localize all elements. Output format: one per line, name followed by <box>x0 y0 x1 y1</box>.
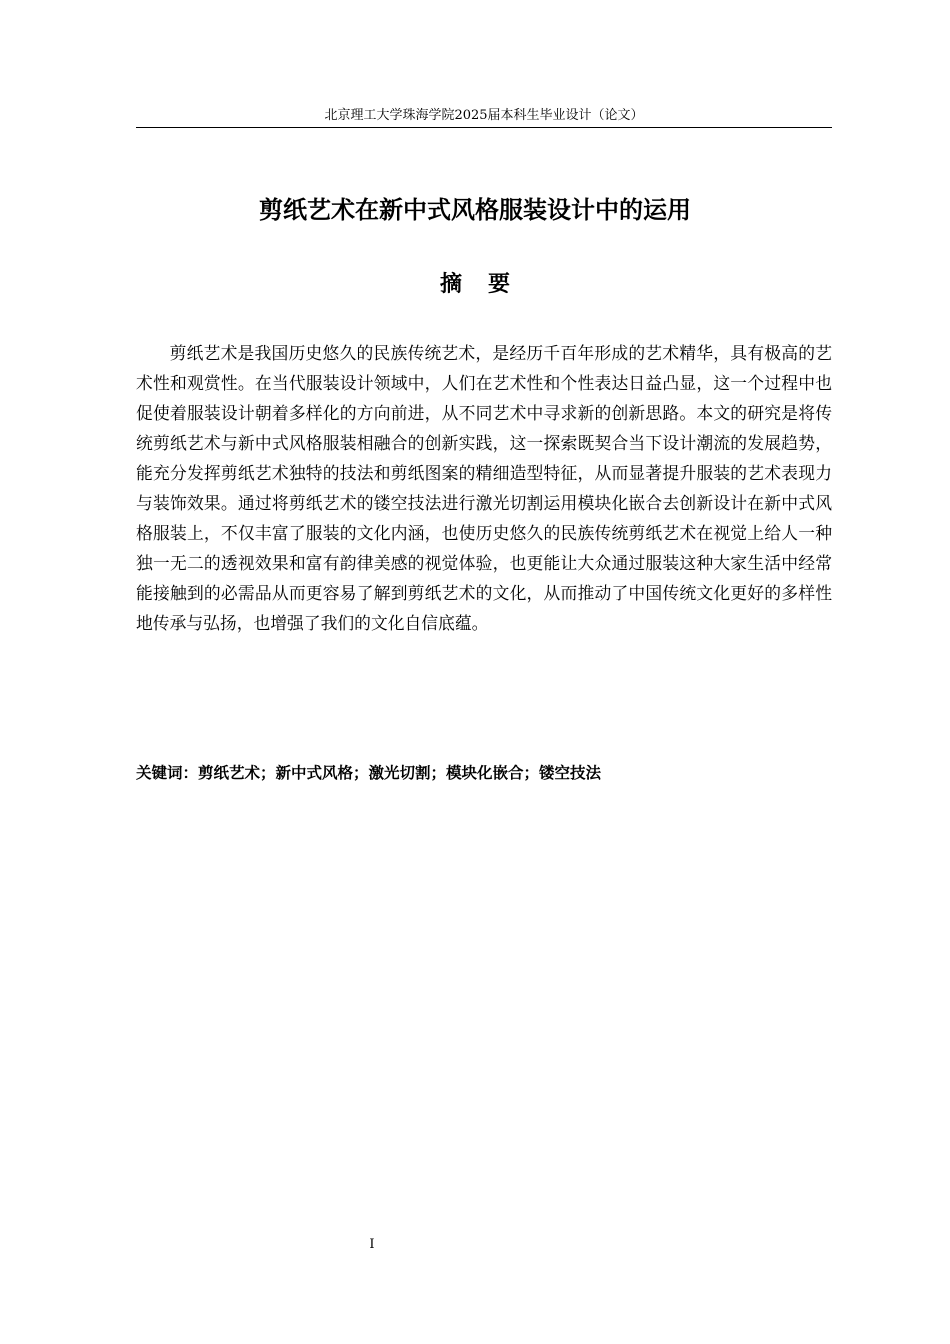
header-divider <box>136 127 832 128</box>
page-header: 北京理工大学珠海学院2025届本科生毕业设计（论文） <box>324 108 644 123</box>
abstract-heading: 摘要 <box>439 272 536 297</box>
abstract-body: 剪纸艺术是我国历史悠久的民族传统艺术，是经历千百年形成的艺术精华，具有极高的艺术性和观赏性。在当代服装设计领域中，人们在艺术性和个性表达日益凸显，这一个过程中也促使着服装设计朝着多样化的方向前进，从不同艺术中寻求新的创新思路。本文的研究是将传统剪纸艺术与新中式风格服装相融合的创新实践，这一探索既契合当下设计潮流的发展趋势，能充分发挥剪纸艺术独特的技法和剪纸图案的精细造型特征，从而显著提升服装的艺术表现力与装饰效果。通过将剪纸艺术的镂空技法进行激光切割运用模块化嵌合去创新设计在新中式风格服装上，不仅丰富了服装的文化内涵，也使历史悠久的民族传统剪纸艺术在视觉上给人一种独一无二的透视效果和富有韵律美感的视觉体验，也更能让大众通过服装这种大家生活中经常能接触到的必需品从而更容易了解到剪纸艺术的文化，从而推动了中国传统文化更好的多样性地传承与弘扬，也增强了我们的文化自信底蕴。 <box>136 343 832 633</box>
thesis-title: 剪纸艺术在新中式风格服装设计中的运用 <box>259 196 691 224</box>
keywords-line: 关键词：剪纸艺术；新中式风格；激光切割；模块化嵌合；镂空技法 <box>136 764 602 782</box>
page-number: I <box>369 1237 375 1252</box>
